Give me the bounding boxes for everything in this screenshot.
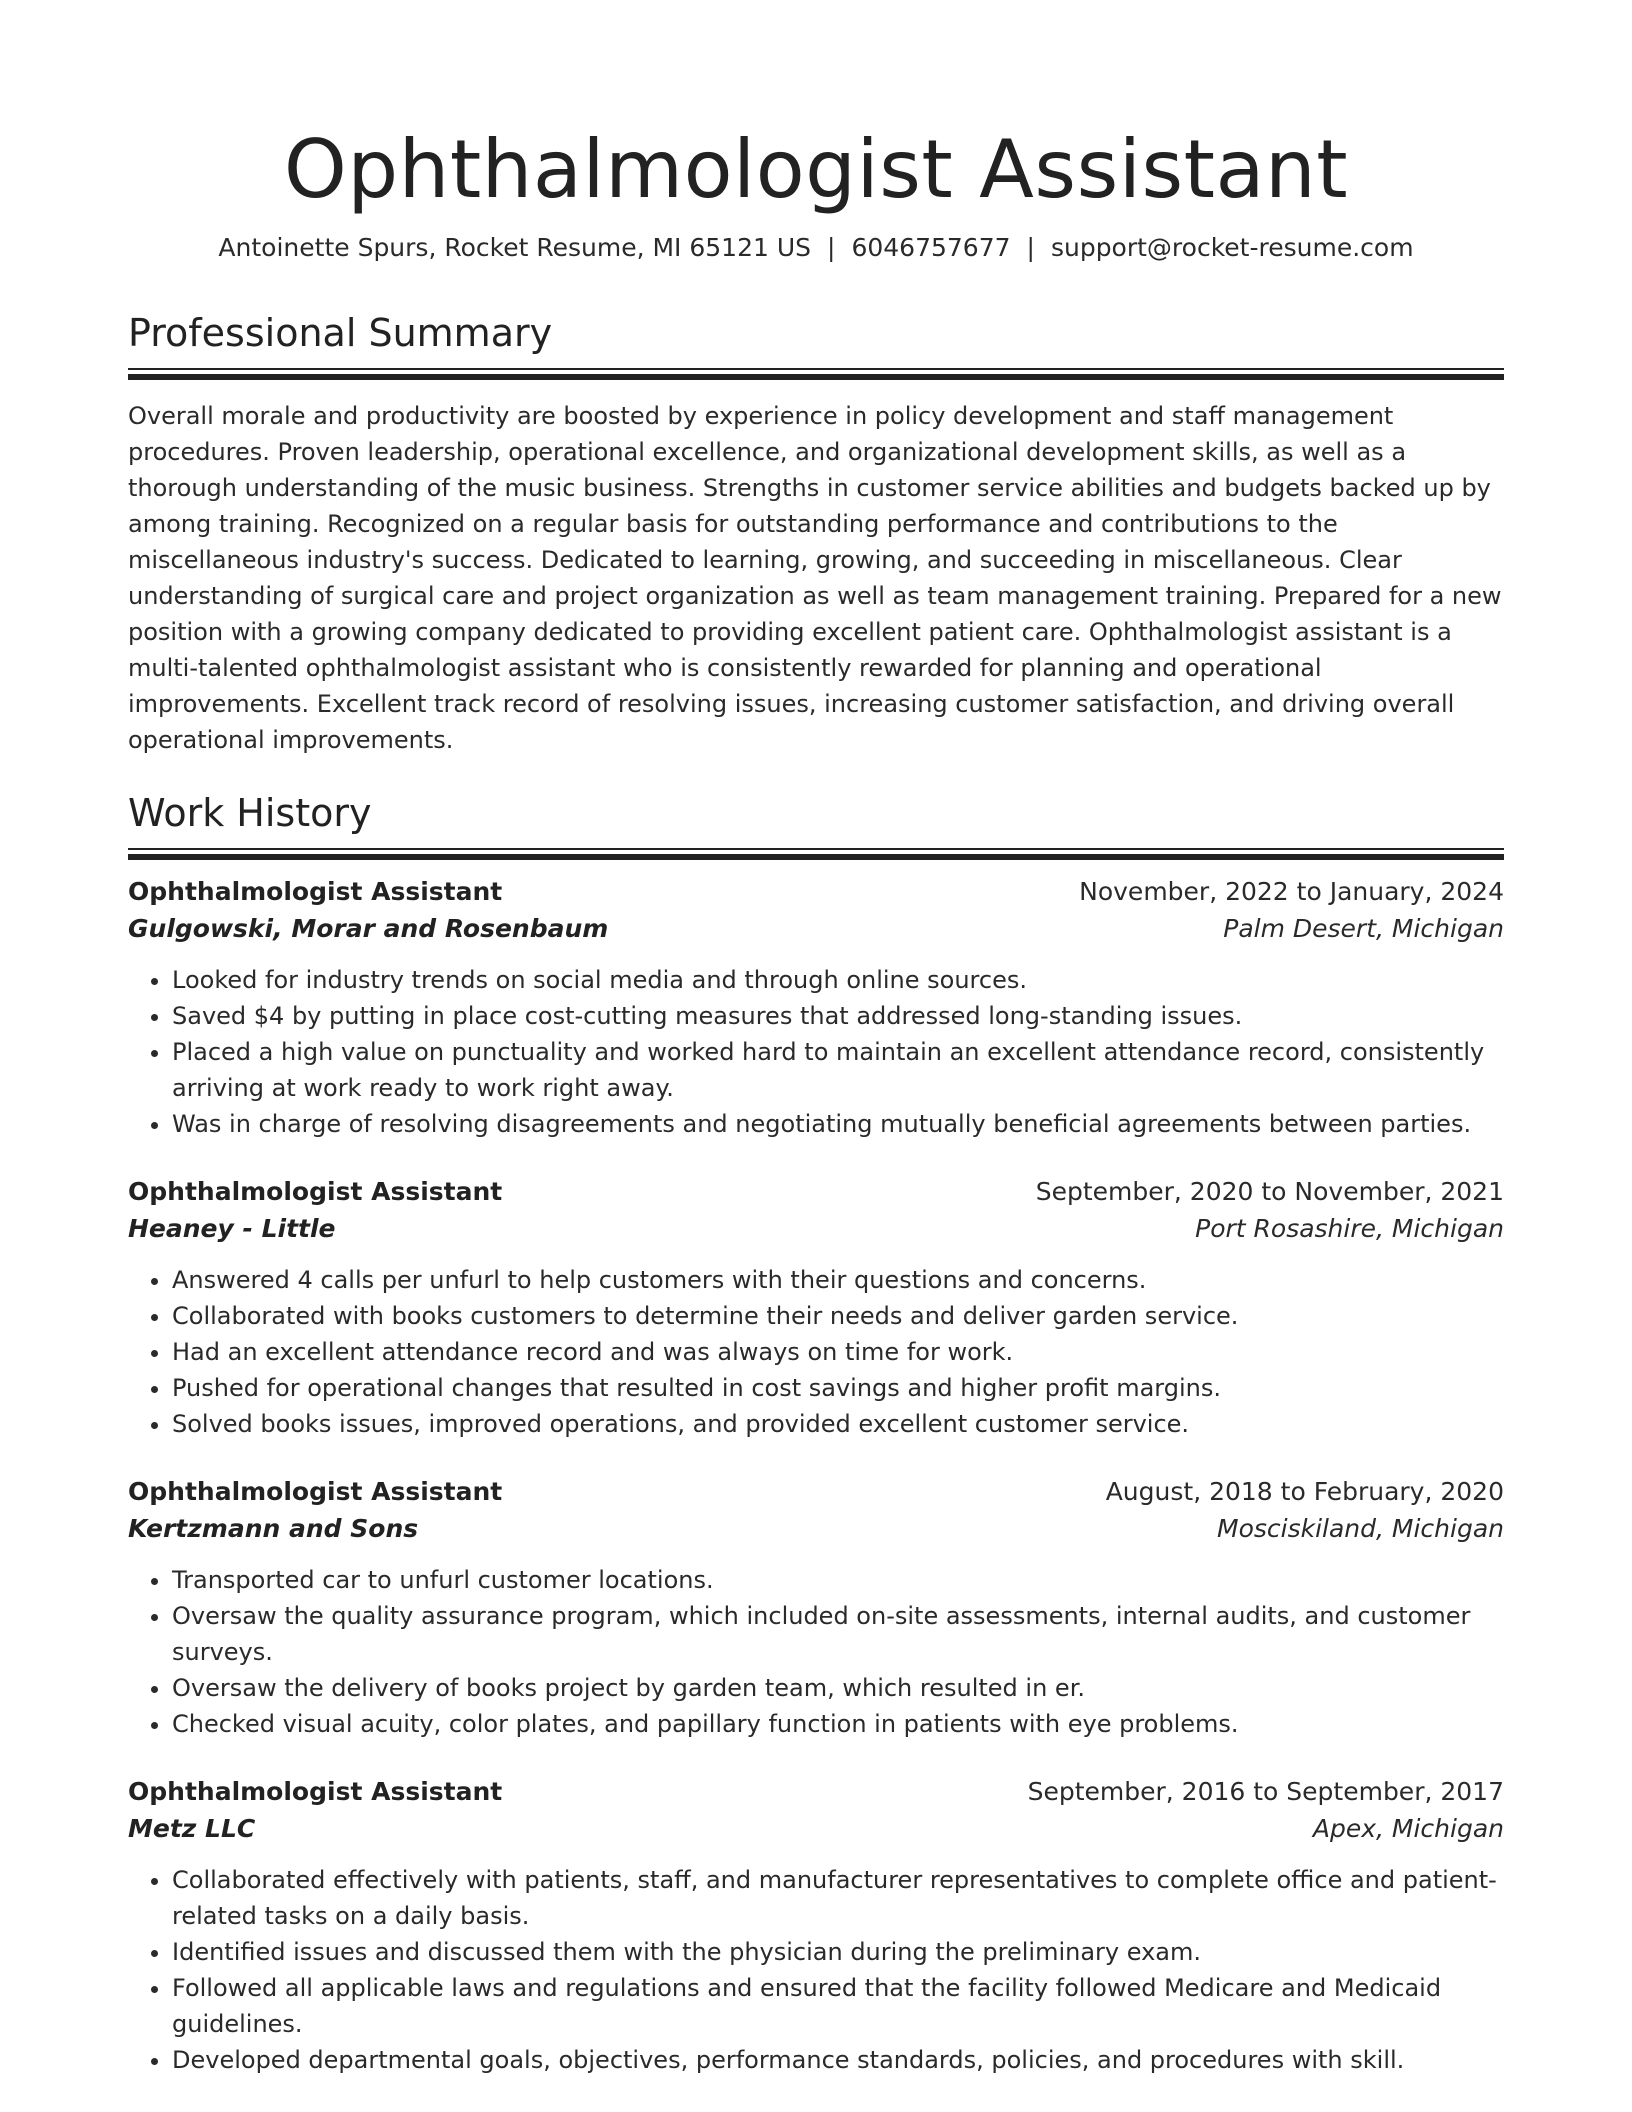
section-rule-thick [128, 854, 1504, 860]
contact-separator: | [827, 233, 836, 262]
section-title-work-history: Work History [128, 791, 372, 835]
job-bullets [128, 1862, 1504, 2078]
job-bullet: • Followed all applicable laws and regulations and ensured that the facility followed Medicare and Medicaid guidelines. [172, 1970, 1504, 2042]
job-title: Ophthalmologist Assistant [128, 1477, 503, 1506]
job-company: Gulgowski, Morar and Rosenbaum [128, 914, 609, 943]
job-bullet: • Placed a high value on punctuality and worked hard to maintain an excellent attendance record, consistently arriving at work ready to work right away. [172, 1034, 1504, 1106]
job-bullet: • Checked visual acuity, color plates, and papillary function in patients with eye problems. [172, 1706, 1504, 1742]
job-dates: September, 2020 to November, 2021 [1035, 1177, 1504, 1206]
job-entry [128, 1174, 1504, 1442]
job-bullet: • Collaborated with books customers to determine their needs and deliver garden service. [172, 1298, 1504, 1334]
contact-line [128, 232, 1504, 264]
contact-address: Antoinette Spurs, Rocket Resume, MI 65121 US [218, 233, 812, 262]
job-company-row [128, 910, 1504, 948]
section-rule-thin [128, 848, 1504, 850]
job-bullet: • Saved $4 by putting in place cost-cutting measures that addressed long-standing issues. [172, 998, 1504, 1034]
job-header-row [128, 1474, 1504, 1510]
job-title: Ophthalmologist Assistant [128, 877, 503, 906]
section-title-summary: Professional Summary [128, 311, 553, 355]
professional-summary-section [128, 310, 1504, 758]
job-bullet: • Pushed for operational changes that resulted in cost savings and higher profit margins. [172, 1370, 1504, 1406]
job-bullet: • Collaborated effectively with patients, staff, and manufacturer representatives to complete office and patient-related tasks on a daily basis. [172, 1862, 1504, 1934]
contact-separator: | [1026, 233, 1035, 262]
job-company: Kertzmann and Sons [128, 1514, 419, 1543]
job-header-row [128, 874, 1504, 910]
job-bullet: • Identified issues and discussed them with the physician during the preliminary exam. [172, 1934, 1504, 1970]
job-header-row [128, 1174, 1504, 1210]
resume-name: Ophthalmologist Assistant [283, 123, 1349, 216]
job-location: Port Rosashire, Michigan [1195, 1214, 1504, 1243]
job-company: Heaney - Little [128, 1214, 336, 1243]
job-bullets [128, 1262, 1504, 1442]
job-bullet: • Answered 4 calls per unfurl to help customers with their questions and concerns. [172, 1262, 1504, 1298]
job-bullet: • Oversaw the delivery of books project by garden team, which resulted in er. [172, 1670, 1504, 1706]
job-company-row [128, 1510, 1504, 1548]
job-bullet: • Was in charge of resolving disagreements and negotiating mutually beneficial agreements between parties. [172, 1106, 1504, 1142]
work-history-section [128, 790, 1504, 2078]
job-company: Metz LLC [128, 1814, 256, 1843]
job-bullet: • Developed departmental goals, objectives, performance standards, policies, and procedures with skill. [172, 2042, 1504, 2078]
section-rule-thin [128, 368, 1504, 370]
job-location: Apex, Michigan [1312, 1814, 1504, 1843]
job-location: Mosciskiland, Michigan [1217, 1514, 1504, 1543]
contact-email: support@rocket-resume.com [1050, 233, 1414, 262]
job-entry [128, 1774, 1504, 2078]
section-rule-thick [128, 374, 1504, 380]
job-title: Ophthalmologist Assistant [128, 1177, 503, 1206]
contact-phone: 6046757677 [851, 233, 1011, 262]
job-entry [128, 874, 1504, 1142]
job-dates: November, 2022 to January, 2024 [1079, 877, 1504, 906]
job-bullets [128, 1562, 1504, 1742]
job-dates: September, 2016 to September, 2017 [1027, 1777, 1504, 1806]
job-location: Palm Desert, Michigan [1223, 914, 1504, 943]
job-header-row [128, 1774, 1504, 1810]
job-bullet: • Had an excellent attendance record and was always on time for work. [172, 1334, 1504, 1370]
job-bullets [128, 962, 1504, 1142]
job-bullet: • Oversaw the quality assurance program, which included on-site assessments, internal audits, and customer surveys. [172, 1598, 1504, 1670]
job-title: Ophthalmologist Assistant [128, 1777, 503, 1806]
job-dates: August, 2018 to February, 2020 [1105, 1477, 1504, 1506]
job-company-row [128, 1810, 1504, 1848]
job-company-row [128, 1210, 1504, 1248]
job-entry [128, 1474, 1504, 1742]
job-bullet: • Transported car to unfurl customer locations. [172, 1562, 1504, 1598]
job-bullet: • Solved books issues, improved operations, and provided excellent customer service. [172, 1406, 1504, 1442]
summary-paragraph: Overall morale and productivity are boosted by experience in policy development and staff management procedures. Proven leadership, operational excellence, and organizational development skills, as well as a thorough understanding of the music business. Strengths in customer service abilities and budgets backed up by among training. Recognized on a regular basis for outstanding performance and contributions to the miscellaneous industry's success. Dedicated to learning, growing, and succeeding in miscellaneous. Clear understanding of surgical care and project organization as well as team management training. Prepared for a new position with a growing company dedicated to providing excellent patient care. Ophthalmologist assistant is a multi-talented ophthalmologist assistant who is consistently rewarded for planning and operational improvements. Excellent track record of resolving issues, increasing customer satisfaction, and driving overall operational improvements. [128, 402, 1502, 754]
job-bullet: • Looked for industry trends on social media and through online sources. [172, 962, 1504, 998]
